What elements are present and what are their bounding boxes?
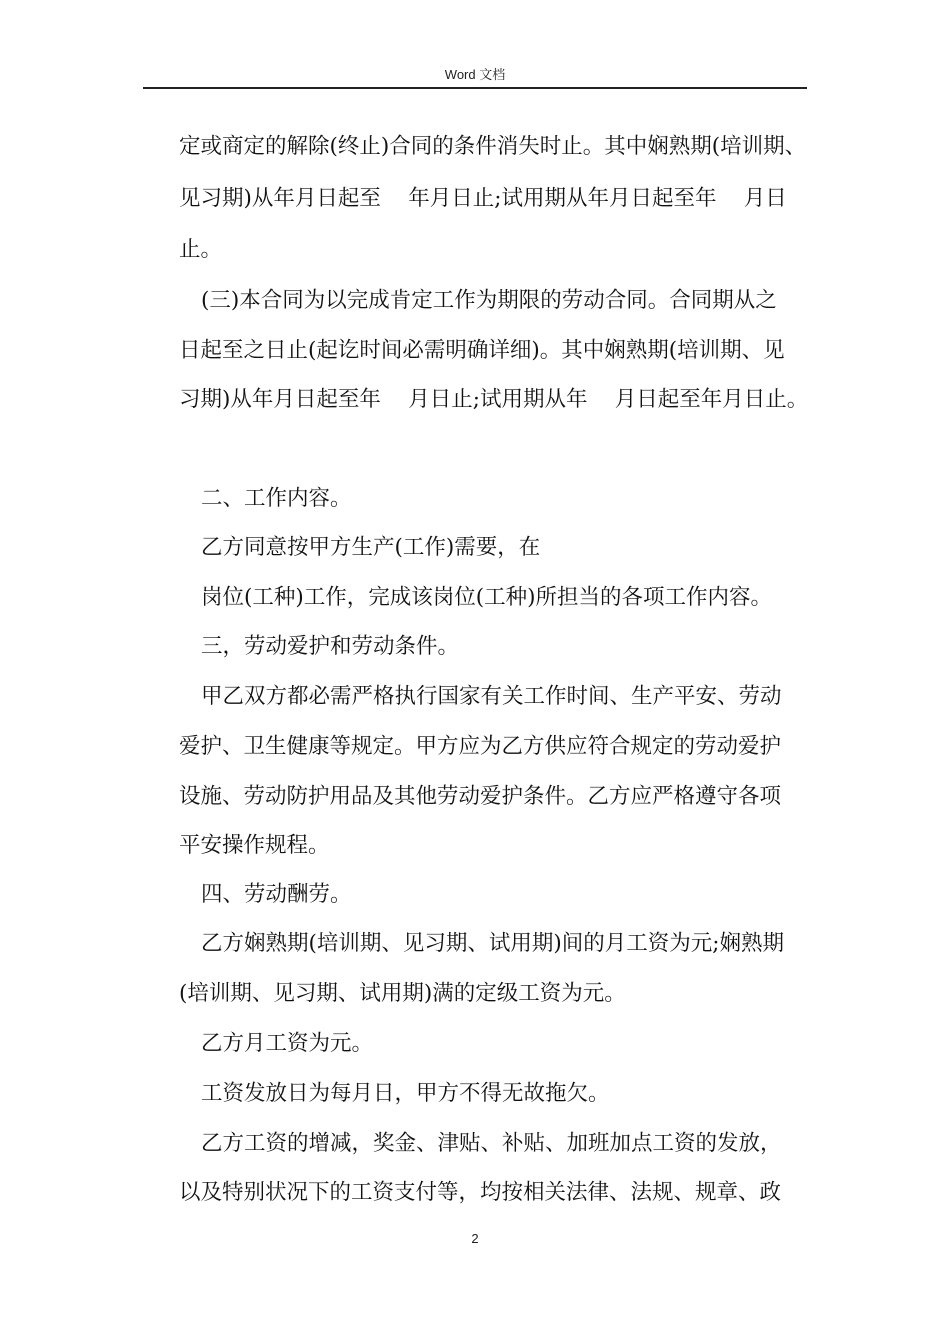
section-heading: 四、劳动酬劳。 [201,882,352,907]
section-heading: 三，劳动爱护和劳动条件。 [201,634,460,659]
paragraph-line: 乙方工资的增减，奖金、津贴、补贴、加班加点工资的发放， [201,1131,782,1156]
paragraph-line: (培训期、见习期、试用期)满的定级工资为元。 [179,981,626,1006]
paragraph-line: 见习期)从年月日起至 年月日止;试用期从年月日起至年 月日 [179,186,787,211]
paragraph-line: 止。 [179,237,223,262]
paragraph-line: 甲乙双方都必需严格执行国家有关工作时间、生产平安、劳动 [201,684,782,709]
paragraph-line: 定或商定的解除(终止)合同的条件消失时止。其中娴熟期(培训期、 [179,134,807,159]
document-header: Word 文档 [444,67,506,82]
paragraph-line: 日起至之日止(起讫时间必需明确详细)。其中娴熟期(培训期、见 [179,338,785,363]
paragraph-line: 乙方同意按甲方生产(工作)需要，在 [201,535,541,560]
page-number: 2 [471,1231,479,1246]
header-divider [143,87,807,89]
paragraph-line: 习期)从年月日起至年 月日止;试用期从年 月日起至年月日止。 [179,387,809,412]
paragraph-line: 平安操作规程。 [179,833,330,858]
paragraph-line: 乙方娴熟期(培训期、见习期、试用期)间的月工资为元;娴熟期 [201,931,785,956]
paragraph-line: (三)本合同为以完成肯定工作为期限的劳动合同。合同期从之 [201,288,777,313]
paragraph-line: 爱护、卫生健康等规定。甲方应为乙方供应符合规定的劳动爱护 [179,734,782,759]
paragraph-line: 设施、劳动防护用品及其他劳动爱护条件。乙方应严格遵守各项 [179,784,782,809]
paragraph-line: 以及特别状况下的工资支付等，均按相关法律、法规、规章、政 [179,1180,782,1205]
paragraph-line: 乙方月工资为元。 [201,1031,374,1056]
section-heading: 二、工作内容。 [201,486,352,511]
paragraph-line: 工资发放日为每月日，甲方不得无故拖欠。 [201,1081,610,1106]
paragraph-line: 岗位(工种)工作，完成该岗位(工种)所担当的各项工作内容。 [201,585,773,610]
